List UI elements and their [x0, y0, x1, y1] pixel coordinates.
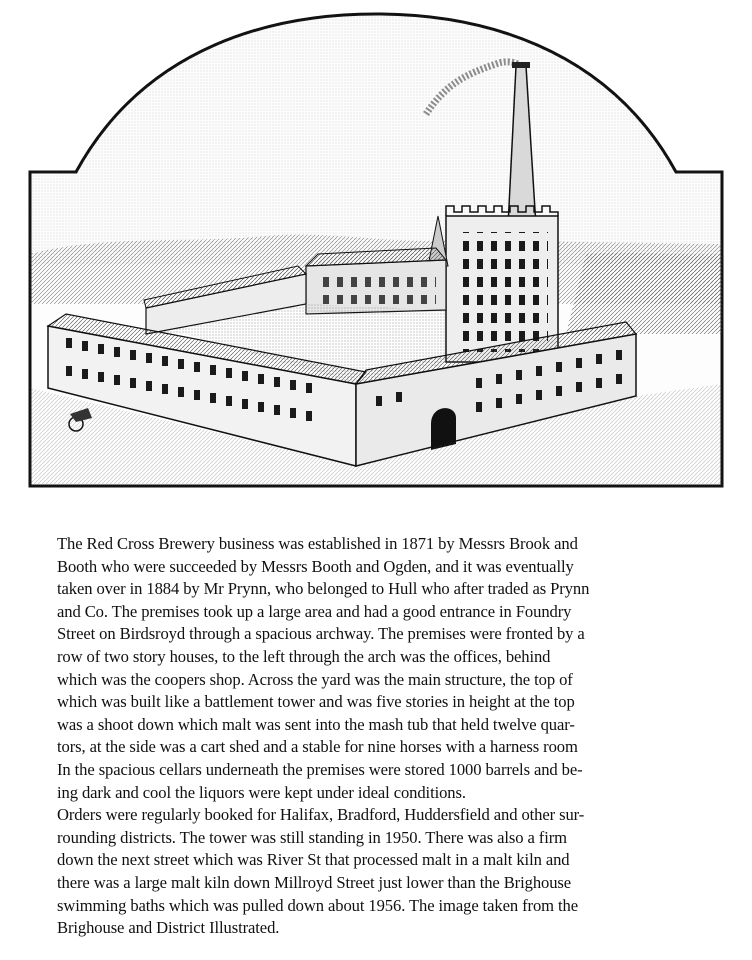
article-line: The Red Cross Brewery business was established in 1871 by Messrs Brook and: [57, 534, 578, 553]
article-line: which was built like a battlement tower and was five stories in height at the top: [57, 692, 575, 712]
article-line: ing dark and cool the liquors were kept under ideal conditions.: [57, 782, 466, 802]
article-line: row of two story houses, to the left through the arch was the offices, behind: [57, 646, 551, 666]
article-line: down the next street which was River St that processed malt in a malt kiln and: [57, 850, 570, 870]
article-text: [57, 533, 719, 940]
article-line: and Co. The premises took up a large area and had a good entrance in Foundry: [57, 601, 572, 621]
article-line: taken over in 1884 by Mr Prynn, who belonged to Hull who after traded as Prynn: [57, 579, 590, 599]
article-line: Orders were regularly booked for Halifax, Bradford, Huddersfield and other sur-: [57, 805, 585, 825]
article-line: swimming baths which was pulled down about 1956. The image taken from the: [57, 895, 578, 915]
article-line: there was a large malt kiln down Millroyd Street just lower than the Brighouse: [57, 872, 572, 892]
article-line: which was the coopers shop. Across the yard was the main structure, the top of: [57, 669, 573, 689]
article-line: In the spacious cellars underneath the premises were stored 1000 barrels and be-: [57, 759, 583, 779]
article-line: Booth who were succeeded by Messrs Booth and Ogden, and it was eventually: [57, 556, 574, 576]
article-line: Brighouse and District Illustrated.: [57, 918, 280, 938]
article-line: rounding districts. The tower was still standing in 1950. There was also a firm: [57, 827, 567, 847]
article-line: Street on Birdsroyd through a spacious archway. The premises were fronted by a: [57, 624, 585, 644]
brewery-illustration: [26, 4, 726, 490]
article-line: tors, at the side was a cart shed and a stable for nine horses with a harness room: [57, 737, 578, 757]
article-line: was a shoot down which malt was sent into the mash tub that held twelve quar-: [57, 714, 575, 734]
